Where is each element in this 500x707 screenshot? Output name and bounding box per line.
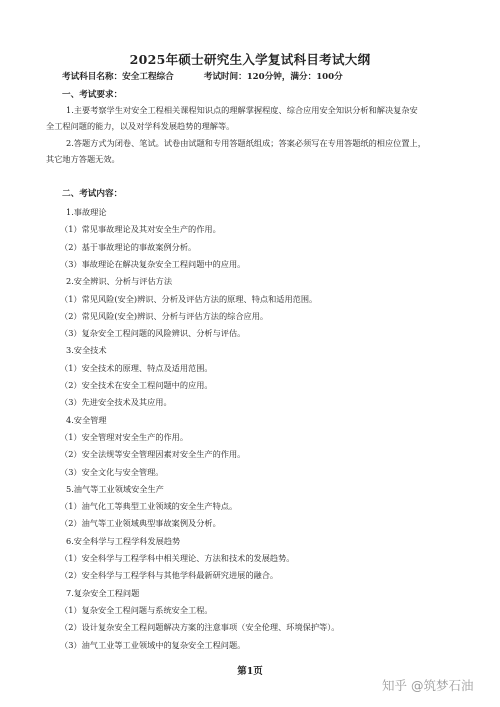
requirement-1-line2: 全工程问题的能力，以及对学科发展趋势的理解等。: [46, 121, 235, 131]
content-topic-item: （2）设计复杂安全工程问题解决方案的注意事项（安全伦理、环境保护等）。: [60, 622, 340, 633]
watermark: 知乎 @筑梦石油: [382, 678, 474, 693]
section2-heading: 二、考试内容：: [62, 189, 123, 199]
content-topic-heading: 7.复杂安全工程问题: [66, 587, 140, 598]
content-topic-heading: 3.安全技术: [66, 345, 107, 356]
content-topic-item: （3）复杂安全工程问题的风险辨识、分析与评估。: [60, 328, 246, 339]
document-title: 2025年硕士研究生入学复试科目考试大纲: [129, 52, 371, 67]
subject-line: [62, 70, 343, 82]
content-topic-item: （3）先进安全技术及其应用。: [60, 397, 172, 408]
content-topic-heading: 1.事故理论: [66, 207, 107, 217]
content-topic-item: （2）安全技术在安全工程问题中的应用。: [60, 380, 213, 390]
content-topic-item: （1）油气化工等典型工业领域的安全生产特点。: [60, 501, 238, 512]
content-topic-item: （1）安全管理对安全生产的作用。: [60, 431, 189, 442]
requirement-2-line1: 2.答题方式为闭卷、笔试。试卷由试题和专用答题纸组成；答案必须写在专用答题纸的相应位置上，: [66, 138, 426, 148]
requirement-2-line2: 其它地方答题无效。: [46, 154, 120, 164]
content-topic-item: （1）安全技术的原理、特点及适用范围。: [60, 362, 213, 373]
content-topic-item: （1）安全科学与工程学科中相关理论、方法和技术的发展趋势。: [60, 553, 295, 563]
requirement-1-line1: 1.主要考察学生对安全工程相关课程知识点的理解掌握程度、综合应用安全知识分析和解决复杂安: [66, 105, 418, 115]
content-topic-item: （2）油气等工业领域典型事故案例及分析。: [60, 518, 221, 529]
content-topic-item: （2）安全法规等安全管理因素对安全生产的作用。: [60, 449, 246, 460]
content-topic-heading: 4.安全管理: [66, 414, 107, 425]
content-topic-item: （2）安全科学与工程学科与其他学科最新研究进展的融合。: [60, 570, 279, 581]
page-number: 第1页: [237, 666, 263, 677]
content-topic-item: （3）事故理论在解决复杂安全工程问题中的应用。: [60, 258, 246, 269]
content-topic-heading: 5.油气等工业领域安全生产: [66, 483, 164, 494]
content-topic-item: （3）油气工业等工业领域中的复杂安全工程问题。: [60, 639, 246, 650]
content-topic-item: （1）常见风险(安全)辨识、分析及评估方法的原理、特点和适用范围。: [60, 293, 318, 304]
exam-time-score: 考试时间：120分钟，满分：100分: [203, 72, 343, 82]
subject-name: 考试科目名称：安全工程综合: [62, 72, 174, 82]
content-topic-item: （2）常见风险(安全)辨识、分析与评估方法的综合应用。: [60, 310, 269, 321]
content-topic-item: （3）安全文化与安全管理。: [60, 466, 164, 477]
content-topic-heading: 6.安全科学与工程学科发展趋势: [66, 535, 181, 546]
section1-heading: 一、考试要求：: [62, 90, 123, 100]
content-topic-heading: 2.安全辨识、分析与评估方法: [66, 276, 173, 287]
content-topic-item: （2）基于事故理论的事故案例分析。: [60, 241, 197, 252]
content-topic-item: （1）常见事故理论及其对安全生产的作用。: [60, 224, 221, 235]
content-topic-item: （1）复杂安全工程问题与系统安全工程。: [60, 604, 213, 615]
